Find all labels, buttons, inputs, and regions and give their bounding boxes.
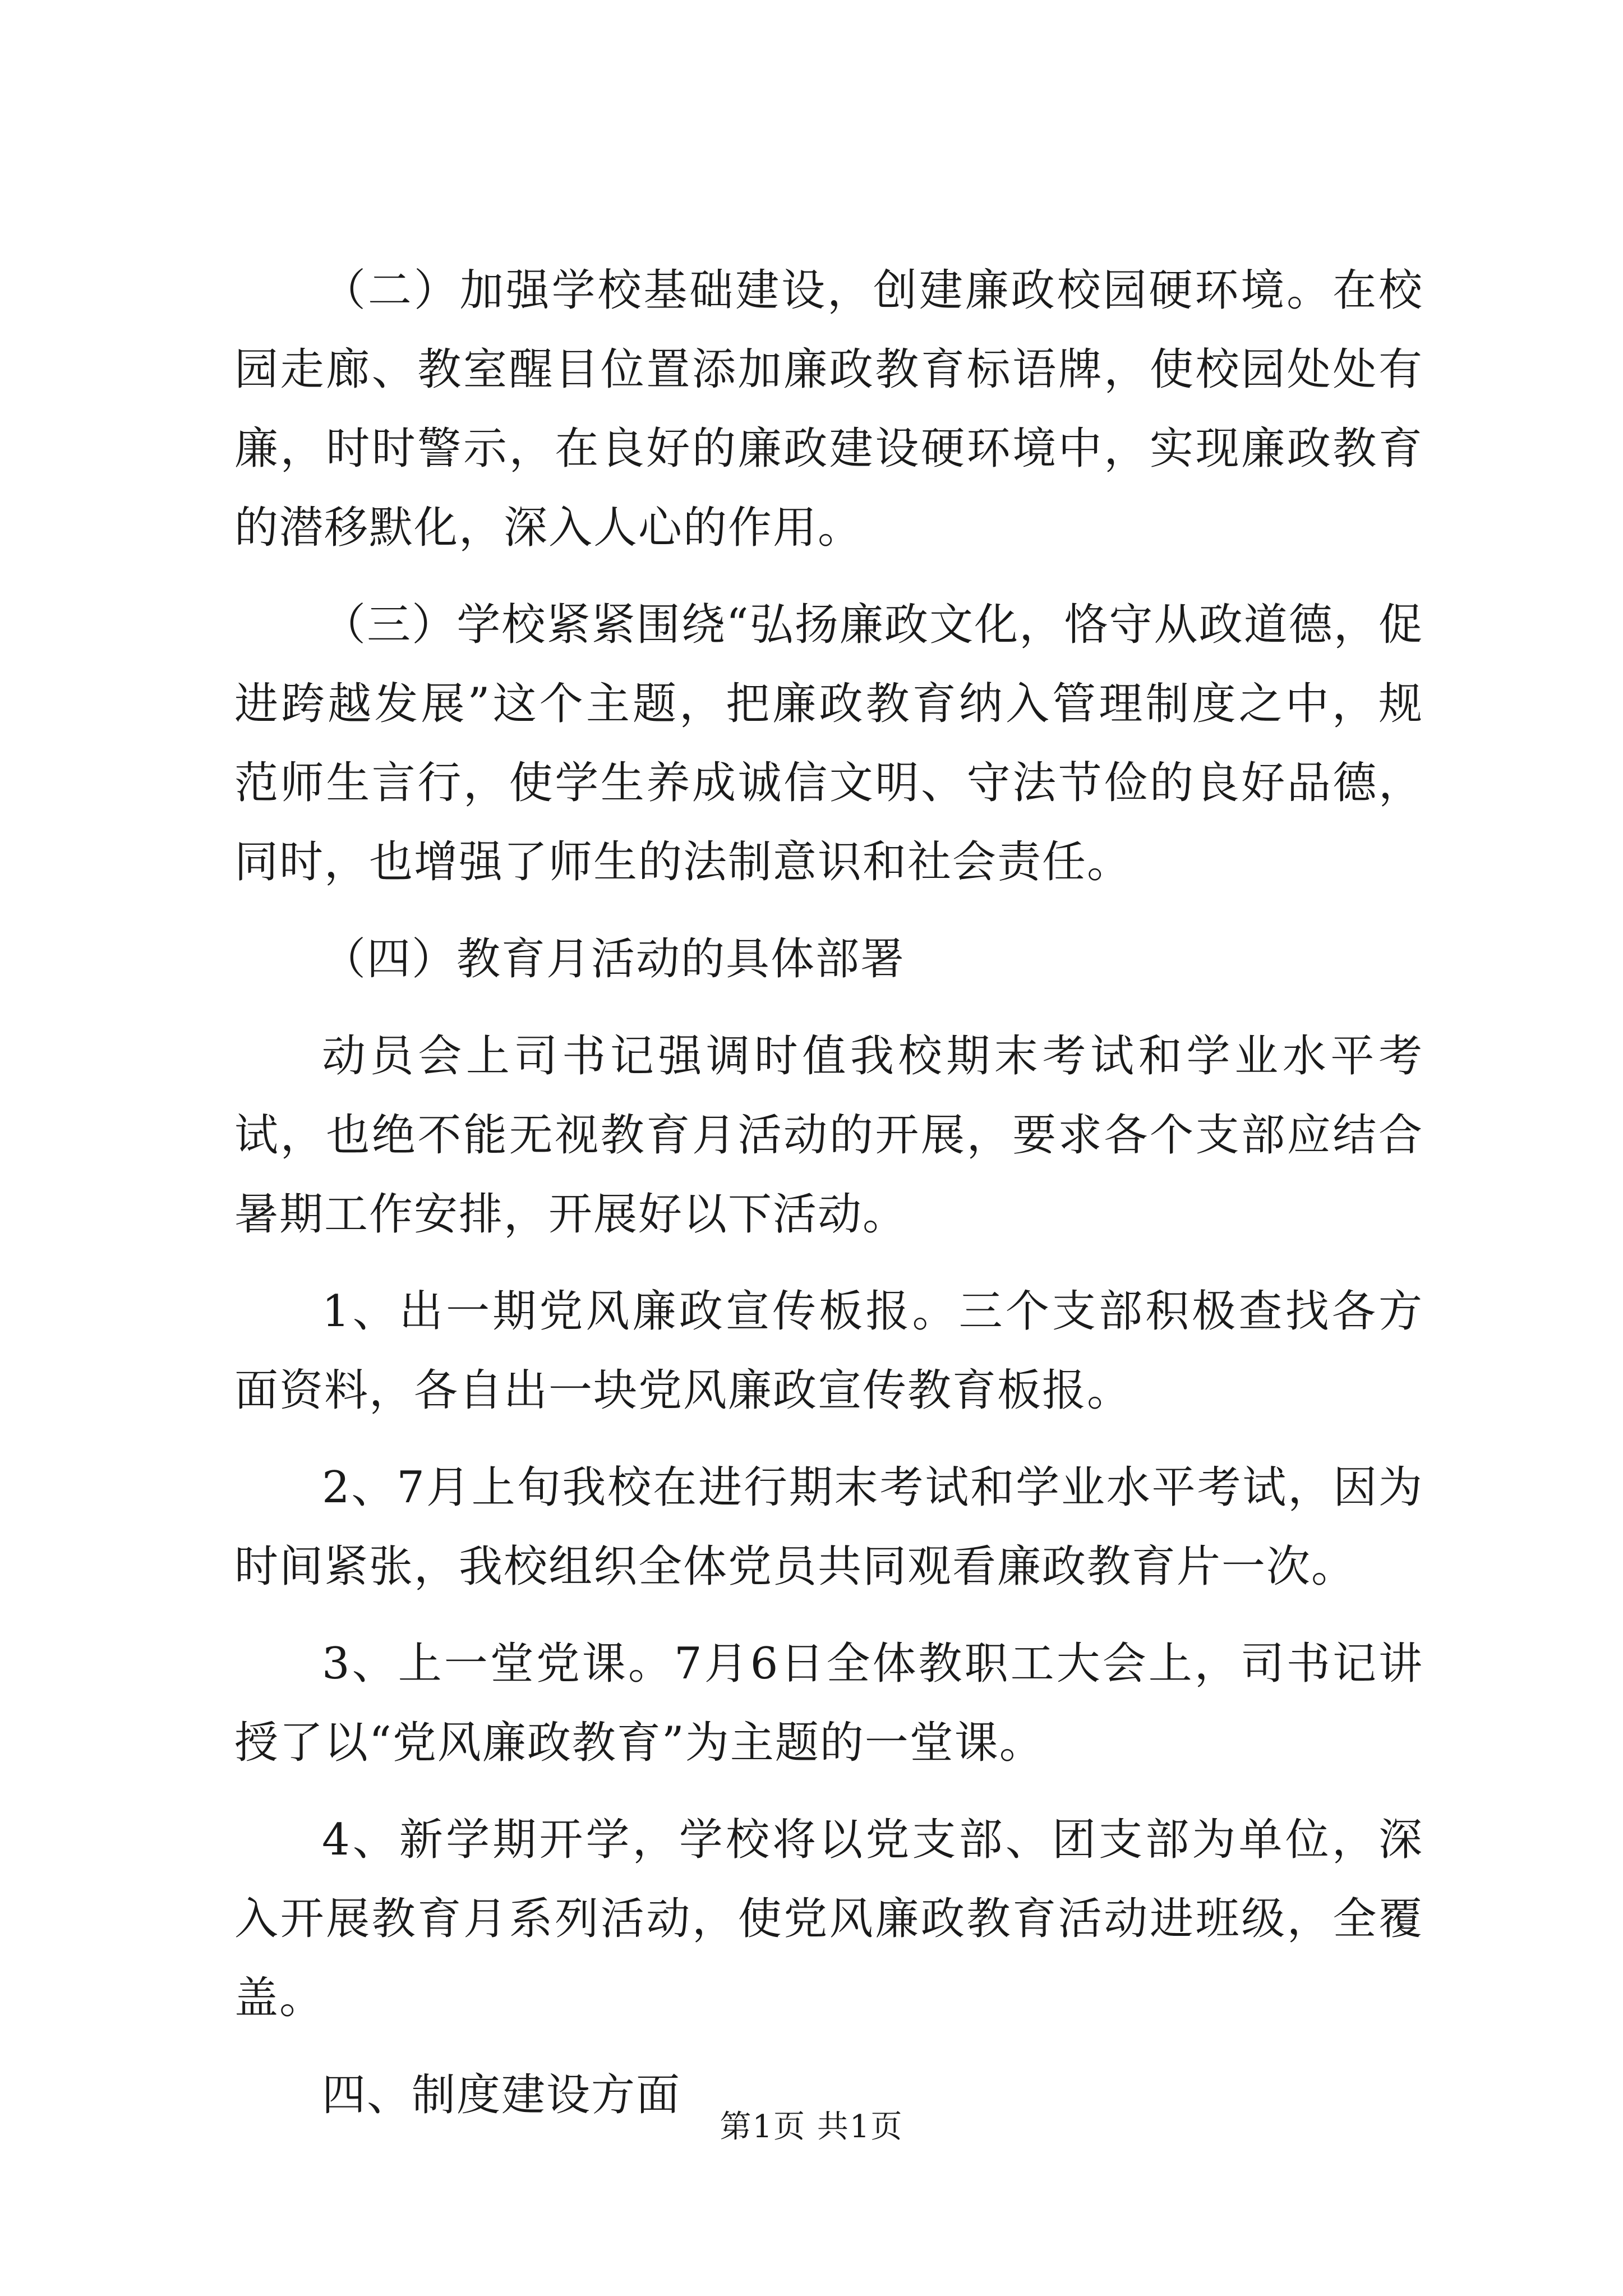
section-heading-activity-deployment: （四）教育月活动的具体部署 [322,934,906,984]
list-item-education-film: 2、7月上旬我校在进行期末考试和学业水平考试，因为时间紧张，我校组织全体党员共同观看廉政教育片一次。 [234,1462,1423,1592]
page-number-footer: 第1页 共1页 [720,2109,903,2145]
list-item-bulletin-board: 1、出一期党风廉政宣传板报。三个支部积极查找各方面资料，各自出一块党风廉政宣传教育板报。 [234,1286,1423,1416]
list-item-party-lecture: 3、上一堂党课。7月6日全体教职工大会上，司书记讲授了以“党风廉政教育”为主题的一堂课。 [234,1639,1423,1768]
paragraph-mobilization-meeting: 动员会上司书记强调时值我校期末考试和学业水平考试，也绝不能无视教育月活动的开展，要求各个支部应结合暑期工作安排，开展好以下活动。 [234,1031,1423,1240]
list-item-new-semester: 4、新学期开学，学校将以党支部、团支部为单位，深入开展教育月系列活动，使党风廉政教育活动进班级，全覆盖。 [234,1815,1423,2023]
section-heading-system-construction: 四、制度建设方面 [322,2070,681,2120]
paragraph-strengthen-infrastructure: （二）加强学校基础建设，创建廉政校园硬环境。在校园走廊、教室醒目位置添加廉政教育标语牌，使校园处处有廉，时时警示，在良好的廉政建设硬环境中，实现廉政教育的潜移默化，深入人心的作用。 [234,265,1423,553]
paragraph-integrity-culture-theme: （三）学校紧紧围绕“弘扬廉政文化，恪守从政道德，促进跨越发展”这个主题，把廉政教育纳入管理制度之中，规范师生言行，使学生养成诚信文明、守法节俭的良好品德，同时，也增强了师生的法制意识和社会责任。 [234,600,1423,887]
document-body [234,251,1423,2153]
